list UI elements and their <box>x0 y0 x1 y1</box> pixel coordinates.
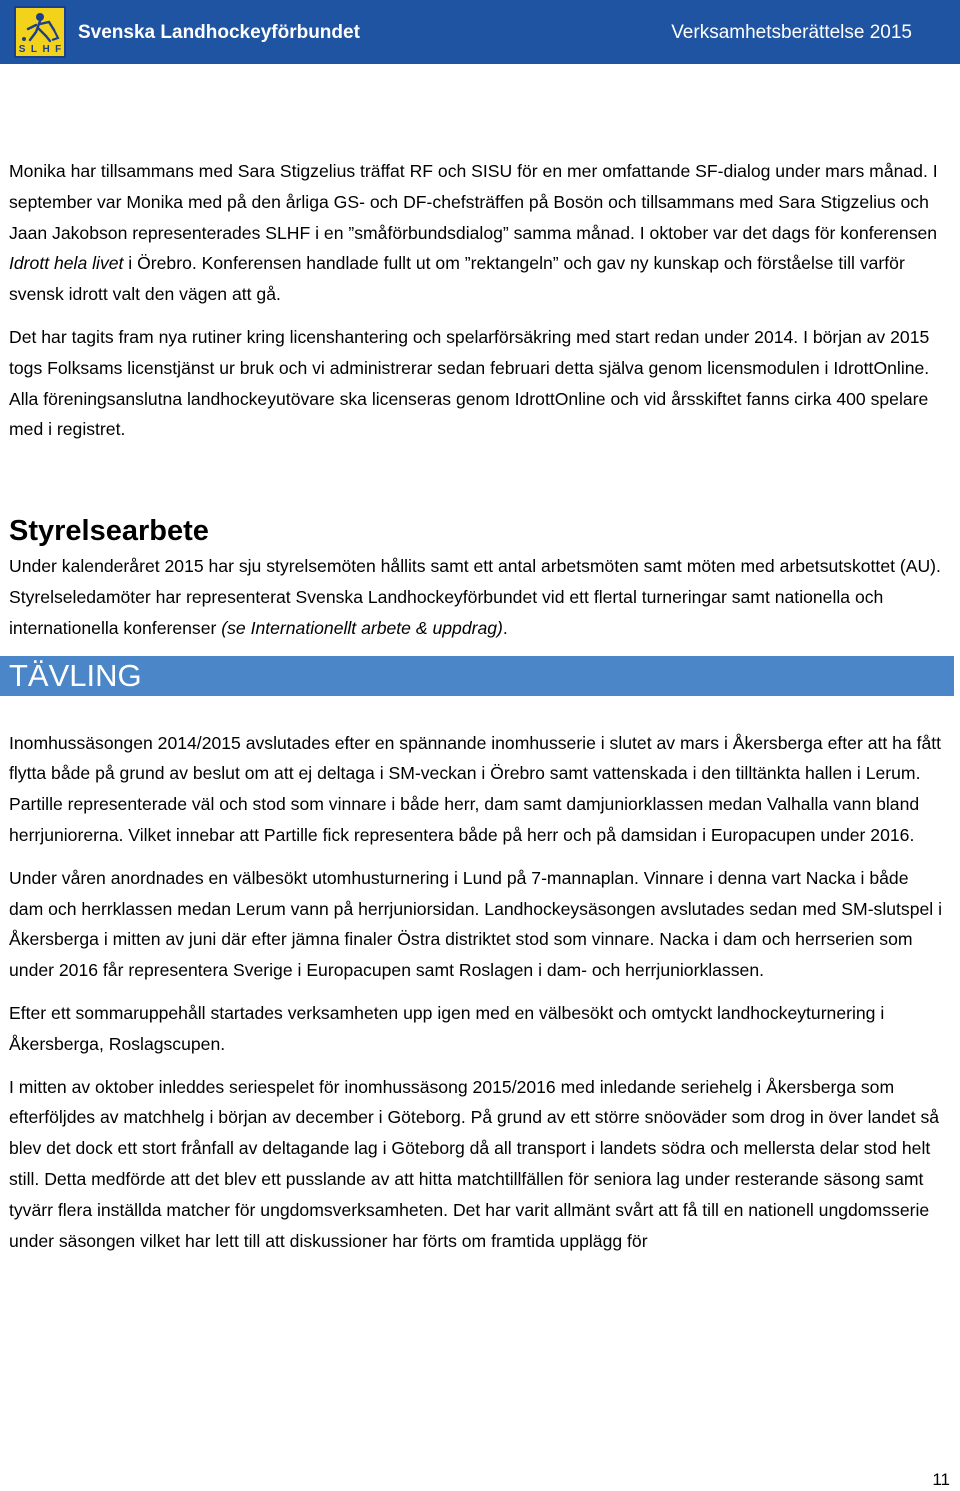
organization-name: Svenska Landhockeyförbundet <box>78 22 360 43</box>
section-band-tavling: TÄVLING <box>0 656 954 696</box>
tavling-paragraph-1: Inomhussäsongen 2014/2015 avslutades efter en spännande inomhusserie i slutet av mars i Åkersberga efter att ha fått flytta både på grund av beslut om att ej deltaga i SM-veckan i Örebro samt vattenskada i den tilltänkta hallen i Lerum. Partille representerade väl och stod som vinnare i både herr, dam samt damjuniorklassen medan Valhalla vann bland herrjuniorerna. Vilket innebar att Partille fick representera både på herr och på damsidan i Europacupen under 2016. <box>9 732 942 845</box>
intro-paragraph-2: Det har tagits fram nya rutiner kring licenshantering och spelarförsäkring med start redan under 2014. I början av 2015 togs Folksams licenstjänst ur bruk och vi administrerar sedan februari detta själva genom licensmodulen i IdrottOnline. Alla föreningsanslutna landhockeyutövare ska licenseras genom IdrottOnline och vid årsskiftet fanns cirka 400 spelare med i registret. <box>9 326 930 440</box>
tavling-paragraph-2: Under våren anordnades en välbesökt utomhusturnering i Lund på 7-mannaplan. Vinnare i denna vart Nacka i både dam och herrklassen medan Lerum vann på herrjuniorsidan. Landhockeysäsongen avslutades sedan med SM-slutspel i Åkersberga i mitten av juni där efter jämna finaler Östra distriktet stod som vinnare. Nacka i dam och herrserien som under 2016 får representera Sverige i Europacupen samt Roslagen i dam- och herrjuniorklassen. <box>9 867 943 981</box>
report-title: Verksamhetsberättelse 2015 <box>671 22 912 43</box>
page-body <box>9 156 947 1256</box>
page-number: 11 <box>932 1470 950 1489</box>
styrelse-paragraph: Under kalenderåret 2015 har sju styrelsemöten hållits samt ett antal arbetsmöten samt möten med arbetsutskottet (AU). Styrelseledamöter har representerat Svenska Landhockeyförbundet vid ett flertal turneringar samt nationella och internationella konferenser (se Internationellt arbete & uppdrag). <box>9 556 941 638</box>
tavling-paragraph-4: I mitten av oktober inleddes seriespelet för inomhussäsong 2015/2016 med inledande seriehelg i Åkersberga som efterföljdes av matchhelg i början av december i Göteborg. På grund av ett större snöoväder som drog in över landet så blev det dock ett stort frånfall av deltagande lag i Göteborg då all transport i landets södra och mellersta delar stod helt still. Detta medförde att det blev ett pusslande av att hitta matchtillfällen för seniora lag under resterande säsong samt tyvärr flera inställda matcher för ungdomsverksamheten. Det har varit allmänt svårt att få till en nationell ungdomsserie under säsongen vilket har lett till att diskussioner har förts om framtida upplägg för <box>9 1076 940 1251</box>
tavling-paragraph-3: Efter ett sommaruppehåll startades verksamheten upp igen med en välbesökt och omtyckt landhockeyturnering i Åkersberga, Roslagscupen. <box>9 1002 885 1054</box>
conference-name: Idrott hela livet <box>9 253 124 274</box>
section-heading-styrelsearbete: Styrelsearbete <box>9 515 209 548</box>
hockey-player-icon <box>16 8 64 44</box>
slhf-logo <box>14 6 66 58</box>
intro-paragraph-1: Monika har tillsammans med Sara Stigzelius träffat RF och SISU för en mer omfattande SF-dialog under mars månad. I september var Monika med på den årliga GS- och DF-chefsträffen på Bosön och tillsammans med Sara Stigzelius och Jaan Jakobson representerades SLHF i en ”småförbundsdialog” samma månad. I oktober var det dags för konferensen Idrott hela livet i Örebro. Konferensen handlade fullt ut om ”rektangeln” och gav ny kunskap och förståelse till varför svensk idrott valt den vägen att gå. <box>9 161 938 305</box>
logo-letters: S L H F <box>18 44 62 55</box>
page-header <box>0 0 960 64</box>
cross-reference: (se Internationellt arbete & uppdrag) <box>221 617 503 638</box>
